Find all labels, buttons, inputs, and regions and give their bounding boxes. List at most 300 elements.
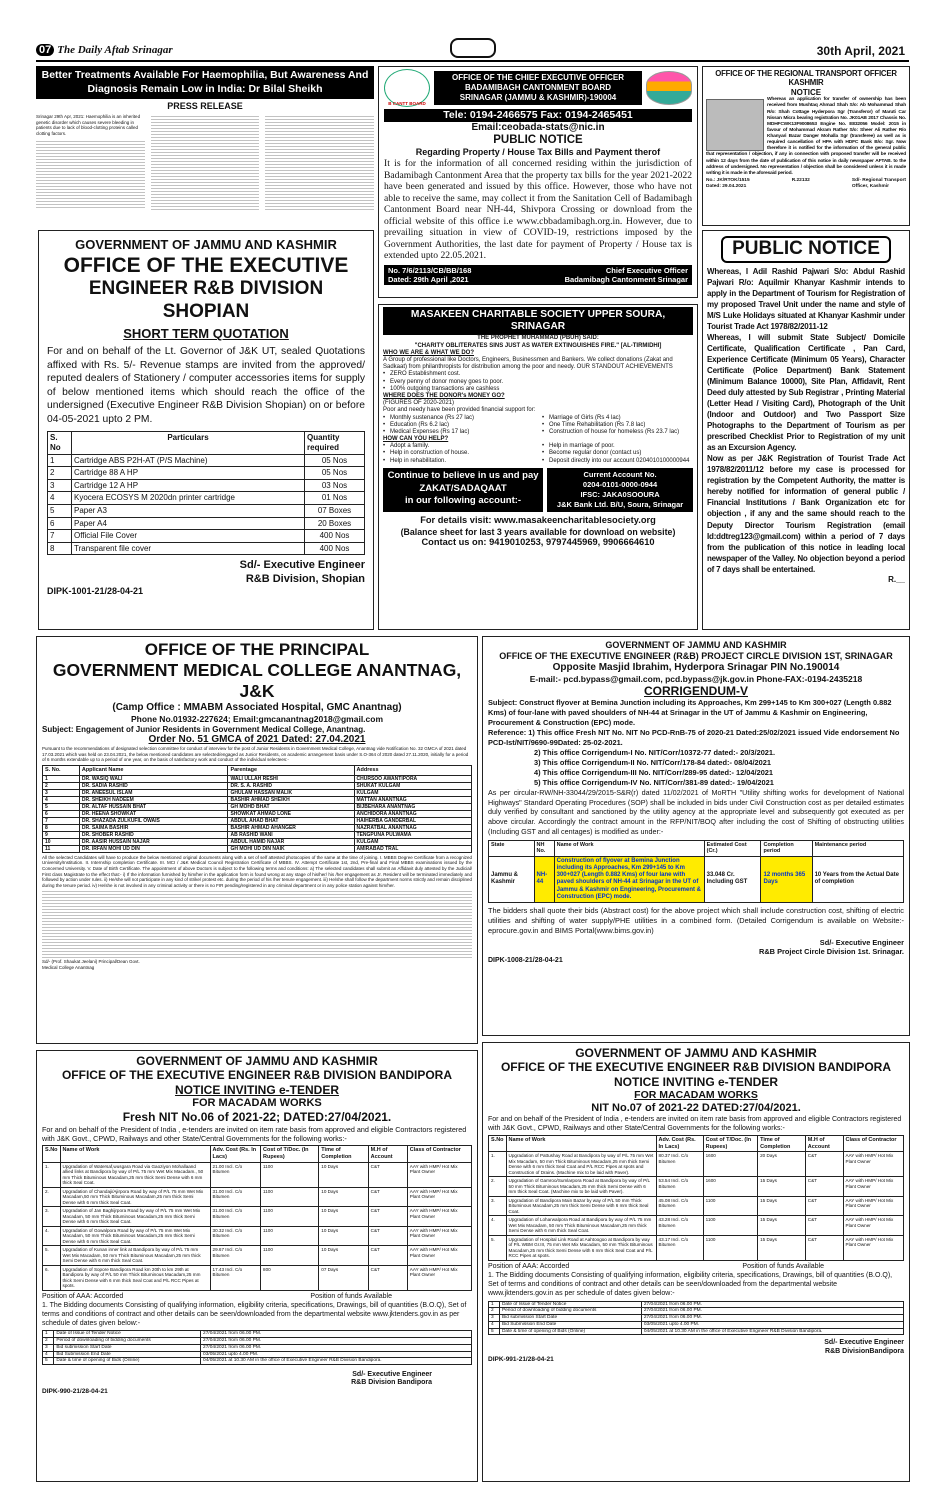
gmc-applicant-cell: TENGPUNA PULWAMA: [354, 831, 471, 838]
cantt-subject: Regarding Property / House Tax Bills and Payment therof: [415, 147, 661, 158]
masakeen-achievements: [383, 371, 693, 393]
gmc-applicant-cell: DR. HEENA SHOWKAT: [79, 810, 228, 817]
b2-work-cell: 43.17 Incl. C/o Bitumen: [656, 1235, 703, 1260]
b1-work-cell: 1.: [43, 1162, 61, 1187]
gmc-anantnag-order: [36, 636, 478, 1044]
sr-cell: NH-44: [534, 856, 554, 902]
b1-sched-cell: Date of Issue of Tender Notice: [54, 1331, 201, 1338]
cantt-sign1: Chief Executive Officer: [605, 265, 688, 275]
b1-col-header: S.No: [43, 1146, 61, 1162]
b1-work-cell: 10 Days: [319, 1246, 368, 1266]
shopian-item-cell: 2: [48, 467, 72, 480]
page-header: [0, 0, 945, 62]
gmc-applicant-row: [43, 831, 472, 838]
b1-work-row: [43, 1162, 472, 1187]
b2-work-cell: Upgradation of Gamroo/Sumlarpora Road at Bandipora by way of P/L 50 mm Thick Bituminous Macadam,25 mm thick Semi Dense with 6 mm thick Seal Coat. (Machine mix to be laid with Paver).: [506, 1177, 656, 1197]
b1-l5: Fresh NIT No.06 of 2021-22; DATED:27/04/2021.: [122, 1110, 392, 1125]
help-item: • Become regular donor (contact us): [542, 450, 693, 457]
gmc-applicant-row: [43, 789, 472, 796]
shopian-item-cell: 20 Boxes: [305, 517, 365, 530]
b2-work-cell: AAY with HMP/ Hot Mix Plant Owner: [843, 1177, 904, 1197]
sr-sign1: Sd/- Executive Engineer: [819, 937, 904, 947]
sr-l2: OFFICE OF THE EXECUTIVE ENGINEER (R&B) PROJECT CIRCLE DIVISION 1ST, SRINAGAR: [499, 650, 893, 661]
b1-bid: 1. The Bidding documents Consisting of qualifying information, eligibility criteria, specifications, Drawings, bill of quantities (B.O.Q), Set of terms and conditions of contract and other details can be seen/downloaded from the departmental website www.jktenders.gov.in as per schedule of dates given below:-: [42, 1302, 467, 1328]
b2-work-cell: 1100: [703, 1196, 758, 1216]
b1-work-cell: 31.00 Incl. C/o Bitumen: [210, 1207, 260, 1227]
b2-sched-cell: 27/04/2021 from 06.00 PM.: [641, 1308, 903, 1315]
gmc-applicant-cell: ABDUL HAMID NAJAR: [228, 838, 354, 845]
gmc-applicant-row: [43, 838, 472, 845]
pn-para1: Whereas, I Adil Rashid Pajwari S/o: Abdul Rashid Pajwari R/o: Aquilmir Khanyar Kashmir intends to apply in the Department of Tourism for Registration of my proposed Travel Unit under the name and style of M/S Luke Holidays situated at Khanyar Kashmir under Tourist Trade Act 1978/82/2011-12: [707, 266, 905, 331]
b2-sched-cell: 4: [489, 1321, 500, 1328]
shopian-item-cell: 7: [48, 530, 72, 543]
cantt-logo: [384, 69, 430, 107]
gmc-applicant-cell: AMIRABAD TRAL: [354, 845, 471, 852]
gmc-l4: Phone No.01932-227624; Email:gmcanantnag2018@gmail.com: [130, 714, 384, 725]
b2-work-cell: C&T: [805, 1196, 843, 1216]
cantt-logo-text: B CANTT BOARD: [388, 100, 426, 106]
b2-work-cell: AAY with HMP/ Hot Mix Plant Owner: [843, 1196, 904, 1216]
gmc-table: [42, 765, 472, 853]
masakeen-how: HOW CAN YOU HELP?: [383, 436, 449, 443]
b1-sched-cell: 1: [43, 1331, 54, 1338]
gmc-applicant-cell: MATTAN ANANTNAG: [354, 796, 471, 803]
shopian-item-cell: Paper A3: [72, 505, 305, 518]
masakeen-balance: (Balance sheet for last 3 years available for download on website): [400, 526, 676, 537]
cantt-office-block: [434, 71, 642, 105]
sr-l4: E-mail:- pcd.bypass@gmail.com, pcd.bypass@jk.gov.in Phone-FAX:-0194-2435218: [529, 673, 863, 684]
gmc-l2: GOVERNMENT MEDICAL COLLEGE ANANTNAG, J&K: [52, 660, 462, 702]
b2-l2: OFFICE OF THE EXECUTIVE ENGINEER R&B DIVISION BANDIPORA: [500, 1060, 892, 1075]
b2-sched-row: [489, 1321, 904, 1328]
b2-work-cell: AAY with HMP/ Hot Mix Plant Owner: [843, 1216, 904, 1236]
sr-cell: 12 months 365 Days: [761, 856, 812, 902]
b2-work-cell: 1600: [703, 1177, 758, 1197]
gmc-terms: All the selected Candidates will have to produce the below mentioned original documents along with a set of self attested photocopies of the same at the time of joining. I. MBBS Degree Certificate from a recognized University/Institution. II. Internship completion Certificate. III. MCI / J&K Medical Council Registration Certificate of MBBS. IV. Attempt Certificate 1st, 2nd, Pre-final and Final MBBS examinations issued by the Concerned University. V. Date of Birth Certificate. The appointment of above Doctors is subject to the following terms and conditions: a) The selected candidates shall submit an Affidavit duly attested by the Judicial/ First class Magistrate to the effect that:- i) If the information furnished by him/her in the application form is found wrong at any stage of his/her/ his /her engagement as Jr. Resident will be terminated immediately and followed by action under rules. ii) He/she will not participate in any kind of strike/ protest etc. during the period of his /her tenure engagement. iii) He/she shall follow the department norms strictly and remain disciplined during the tenure period. iv) He/she is not involved in any criminal activity or there is no FIR pending/registered in any criminal department or in any police station against him/her.: [42, 854, 472, 888]
masakeen-web: For details visit: www.masakeencharitablesociety.org: [420, 515, 656, 526]
sr-cell: 33.048 Cr. Including GST: [704, 856, 761, 902]
haemo-title: Better Treatments Available For Haemophilia, But Awareness And Diagnosis Remain Low in India: Dr Bilal Sheikh: [36, 66, 374, 99]
shopian-item-cell: 3: [48, 479, 72, 492]
b1-sched-cell: 27/04/2021 from 06.00 PM.: [201, 1338, 472, 1345]
b2-work-cell: Upgradation of Loharwalpora Road at Bandipora by way of P/L 75 mm Wet Mix Macadam, 50 mm Thick Bituminous Macadam,25 mm thick Semi Dense with 6 mm thick Seal Coat.: [506, 1216, 656, 1236]
rto-sign2: Officer, Kashmir: [851, 183, 889, 189]
shopian-item-row: [48, 454, 365, 467]
shopian-item-cell: 4: [48, 492, 72, 505]
b1-work-cell: 3.: [43, 1207, 61, 1227]
haemo-subtitle: PRESS RELEASE: [167, 101, 243, 112]
b2-work-row: [489, 1152, 904, 1177]
b2-work-row: [489, 1216, 904, 1236]
gmc-col-header: Applicant Name: [79, 766, 228, 776]
b1-sched-row: [43, 1338, 472, 1345]
b2-sched-cell: 2: [489, 1308, 500, 1315]
b2-work-cell: C&T: [805, 1235, 843, 1260]
b1-position: [42, 1293, 472, 1301]
help-item: • Deposit directly into our account 0204010100000944: [542, 458, 693, 465]
sr-dipk: DIPK-1008-21/28-04-21: [488, 956, 563, 964]
masakeen-support-list: [383, 415, 693, 437]
masakeen-continue: [383, 468, 543, 513]
gmc-applicant-cell: 6: [43, 810, 80, 817]
gmc-applicant-cell: NAZRATBAL ANANTNAG: [354, 824, 471, 831]
masakeen-poor: Poor and needy have been provided financial support for:: [383, 407, 536, 414]
shopian-dipk: DIPK-1001-21/28-04-21: [47, 585, 144, 596]
shopian-item-cell: 05 Nos: [305, 454, 365, 467]
shopian-item-row: [48, 467, 365, 480]
b2-work-cell: 15 Days: [758, 1216, 806, 1236]
gmc-applicant-cell: BASHIR AHMAD SHEIKH: [228, 796, 354, 803]
cantt-notice-title: PUBLIC NOTICE: [493, 133, 583, 146]
b1-aaa: Position of AAA: Accorded: [42, 1292, 124, 1300]
b1-work-cell: AAY with HMP/ Hot Mix Plant Owner: [407, 1207, 471, 1227]
cont-1: Continue to believe in us and pay: [387, 469, 539, 481]
issue-date: 30th April, 2021: [816, 44, 905, 58]
b1-work-cell: AAY with HMP/ Hot Mix Plant Owner: [407, 1226, 471, 1246]
gmc-applicant-row: [43, 803, 472, 810]
gmc-applicant-cell: BASHIR AHMAD AHANGER: [228, 824, 354, 831]
sr-col-header: Completion period: [761, 840, 812, 856]
gmc-l3: (Camp Office : MMABM Associated Hospital, GMC Anantnag): [112, 702, 402, 714]
b2-sched-cell: Bid Submission End Date: [499, 1321, 641, 1328]
b1-intro: For and on behalf of the President of India , e-tenders are invited on item rate basis from approved and eligible Contractors registered with J&K Govt., CPWD, Railways and other State/Central Governments for the following works:-: [42, 1124, 467, 1144]
sr-col-header: State: [489, 840, 535, 856]
gmc-l1: OFFICE OF THE PRINCIPAL: [144, 640, 370, 659]
gmc-applicant-row: [43, 817, 472, 824]
shopian-item-cell: 5: [48, 505, 72, 518]
shopian-item-cell: Cartridge 88 A HP: [72, 467, 305, 480]
b1-l4: FOR MACADAM WORKS: [192, 1097, 322, 1110]
b2-work-cell: C&T: [805, 1216, 843, 1236]
b1-sched-cell: 3: [43, 1344, 54, 1351]
b1-work-row: [43, 1226, 472, 1246]
gmc-applicant-cell: DR. AASIR HUSSAIN NAJAR: [79, 838, 228, 845]
b1-work-cell: C&T: [368, 1207, 407, 1227]
gmc-applicant-cell: DR. SHEIKH NADEEM: [79, 796, 228, 803]
b1-work-row: [43, 1207, 472, 1227]
b1-work-row: [43, 1246, 472, 1266]
rto-notice-label: NOTICE: [790, 87, 822, 97]
gmc-applicant-cell: DR. ANEESUL ISLAM: [79, 789, 228, 796]
masakeen-quote2: "CHARITY OBLITERATES SINS JUST AS WATER EXTINGUISHES FIRE." [AL-TIRMIDHI]: [414, 342, 662, 349]
b2-work-cell: 1100: [703, 1216, 758, 1236]
page-label: [36, 44, 173, 56]
b1-work-cell: AAY with HMP/ Hot Mix Plant Owner: [407, 1187, 471, 1207]
support-item: • Education (Rs 6.2 lac): [383, 422, 534, 429]
gmc-applicant-cell: DR. SAIMA BASHIR: [79, 824, 228, 831]
shopian-items-table: [47, 431, 365, 555]
gmc-applicant-cell: 11: [43, 845, 80, 852]
gmc-applicant-cell: 9: [43, 831, 80, 838]
cont-2: ZAKAT/SADAQAAT: [419, 482, 507, 494]
b1-l1: GOVERNMENT OF JAMMU AND KASHMIR: [136, 1054, 378, 1068]
shopian-quotation: [38, 230, 374, 630]
b2-col-header: Cost of T/Doc. (In Rupees): [703, 1136, 758, 1152]
bandipora-nit-06: [36, 1050, 478, 1482]
b1-work-cell: 2.: [43, 1187, 61, 1207]
sr-para: As per circular-RW/NH-33044/29/2015-S&R(r) dated 11/02/2021 of MoRTH "Utility shifting works for development of National Highways" Standard Operating Procedures (SOP) shall be included in bids under Civil Construction cost as per detailed estimates duly verified by consultant and sanctioned by the utility agency at the appropriate level and subsequently got executed as per above circular. Accordingly the contract amount in the RFP/NIT/BOQ after including the cost of Shifting of obstructing utilities (Including GST and all centages) is modified as under:-: [488, 788, 904, 836]
gmc-applicant-cell: 5: [43, 803, 80, 810]
support-item: • One Time Rehabilitation (Rs 7.8 lac): [542, 422, 693, 429]
b1-sign2: R&B Division Bandipora: [351, 1379, 432, 1387]
shopian-office: OFFICE OF THE EXECUTIVE: [63, 253, 349, 277]
gmc-terms-continued: [42, 889, 472, 959]
rto-dated: Dated: 29.04.2021: [706, 183, 747, 189]
public-notice-tourism: [702, 230, 910, 630]
sr-sign2: R&B Project Circle Division 1st. Srinagar.: [759, 946, 904, 956]
b1-sched-cell: Date & time of opening of Bids (Online): [54, 1358, 201, 1365]
gmc-applicant-row: [43, 845, 472, 852]
help-item: • Adopt a family.: [383, 443, 534, 450]
b1-work-cell: 10 Days: [319, 1187, 368, 1207]
b2-sched-cell: 27/04/2021 from 06.00 PM.: [641, 1315, 903, 1322]
shopian-sign-1: Sd/- Executive Engineer: [239, 559, 365, 572]
gmc-col-header: S. No.: [43, 766, 80, 776]
gmc-applicant-cell: HAIHERBA GANDERBAL: [354, 817, 471, 824]
masakeen-account: [547, 468, 693, 513]
cantt-no: No. 7/6/2113/CB/BB/168: [388, 265, 472, 275]
b2-funds: Position of funds Available: [742, 1262, 824, 1270]
sr-l1: GOVERNMENT OF JAMMU AND KASHMIR: [605, 640, 787, 650]
gmc-applicant-cell: ABDUL AHAD BHAT: [228, 817, 354, 824]
b1-work-cell: AAY with HMP/ Hot Mix Plant Owner: [407, 1246, 471, 1266]
gmc-applicant-cell: CHURSOO AWANTIPORA: [354, 775, 471, 782]
b2-col-header: Time of Completion: [758, 1136, 806, 1152]
gmc-applicant-cell: 1: [43, 775, 80, 782]
rto-photo: [706, 99, 764, 151]
gmc-applicant-cell: DR. SHOBER RASHID: [79, 831, 228, 838]
b1-sched-cell: 2: [43, 1338, 54, 1345]
rto-no: No.: JK/RTOK/1515: [706, 177, 750, 183]
b2-sched-cell: Date of Issue of Tender Notice: [499, 1301, 641, 1308]
b2-work-cell: 53.54 Incl. C/o Bitumen: [656, 1177, 703, 1197]
help-item: • Help in construction of house.: [383, 450, 534, 457]
b1-work-cell: Upgradation of Kunan inner link at Bandipora by way of P/L 75 mm Wet Mix Macadam, 50 mm Thick Bituminous Macadam,25 mm thick Semi Dense with 6 mm thick Seal Coat.: [60, 1246, 210, 1266]
b2-sign2: R&B DivisionBandipora: [825, 1347, 904, 1355]
cantt-head: [384, 69, 692, 107]
sr-reference: 4) This office Corrigendum-III No. NIT/Corr/289-95 dated:- 12/04/2021: [534, 768, 774, 778]
b1-sched-cell: 4: [43, 1351, 54, 1358]
b2-sched-cell: 27/04/2021 from 06.00 PM.: [641, 1301, 903, 1308]
gmc-applicant-cell: DR. ALTAF HUSSAIN BHAT: [79, 803, 228, 810]
masakeen-quote1: THE PROPHET MUHAMMAD (PBUH) SAID:: [477, 335, 599, 342]
masakeen-help-list: [383, 443, 693, 465]
b2-work-cell: 15 Days: [758, 1196, 806, 1216]
gmc-applicant-cell: DR. IRFAN MOHI UD DIN: [79, 845, 228, 852]
b1-sched-row: [43, 1331, 472, 1338]
shopian-item-cell: 6: [48, 517, 72, 530]
rto-title: OFFICE OF THE REGIONAL TRANSPORT OFFICER KASHMIR: [715, 69, 897, 88]
gmc-applicant-row: [43, 782, 472, 789]
acc-2: 0204-0101-0000-0944: [582, 479, 658, 489]
rto-body: Whereas an application for transfer of ownership has been received from Mushtaq Ahmad Shah S/o: Ab Mohammad Shah R/o: Shah Cottage Hyderpora Sgr (Transferor) of Maruti Car Nissan Micra bearing registration No. JK01AB 2017 Chassis No. MDHFCWK13F9008653 Engine No. E832056 Model: 2015 in favour of Mohammad Akram Rather S/o: Sheer Ali Rather R/o Khanyari Bazar Danger Mohalla Sgr (transferee) as well as is required cancellation of HPA with HDFC Bank B/o: Sgr. Now therefore it is notified for the information of the general public that representation / objection, if any in connection with proposed transfer will be received within 12 days from the date of publication of this notice in daily newspaper AFTAB. to the address of undersigned. No representation / objection shall be considered unless it is made writing it is made in the aforesaid period.: [706, 97, 906, 176]
b1-work-cell: 800: [261, 1265, 319, 1290]
gmc-applicant-cell: 8: [43, 824, 80, 831]
b1-work-cell: C&T: [368, 1187, 407, 1207]
b1-l3: NOTICE INVITING e-TENDER: [174, 1082, 339, 1097]
cantonment-notice: [378, 66, 698, 298]
b2-work-row: [489, 1196, 904, 1216]
help-item: • Help in rehabilitation.: [383, 458, 534, 465]
b1-work-cell: 31.00 Incl. C/o Bitumen: [210, 1187, 260, 1207]
b2-l4: FOR MACADAM WORKS: [634, 1089, 758, 1102]
b1-sched-row: [43, 1358, 472, 1365]
gmc-applicant-cell: BIJBEHARA ANANTNAG: [354, 803, 471, 810]
gmc-col-header: Parentage: [228, 766, 354, 776]
support-item: • Marriage of Girls (Rs 4 lac): [542, 415, 693, 422]
masakeen-who: WHO WE ARE & WHAT WE DO?: [383, 349, 474, 356]
gmc-applicant-cell: SHOWKAT AHMAD LONE: [228, 810, 354, 817]
b1-work-cell: 6.: [43, 1265, 61, 1290]
sr-cell: Jammu & Kashmir: [489, 856, 535, 902]
b1-works-table: [42, 1145, 472, 1290]
sr-col-header: Maintenance period: [812, 840, 903, 856]
shopian-item-cell: 03 Nos: [305, 479, 365, 492]
b2-sched-cell: 1: [489, 1301, 500, 1308]
b2-sign1: Sd/- Executive Engineer: [824, 1339, 904, 1347]
b1-work-cell: 1100: [261, 1226, 319, 1246]
masakeen-where: WHERE DOES THE DONOR's MONEY GO?: [383, 392, 505, 399]
sr-cell: 10 Years from the Actual Date of completion: [812, 856, 903, 902]
shopian-item-cell: Transparent file cover: [72, 542, 305, 555]
support-item: • Monthly sustenance (Rs 27 lac): [383, 415, 534, 422]
b1-work-cell: 1100: [261, 1207, 319, 1227]
b1-work-cell: Upgradation of Watersaf,wusgara Road via Gaoziyon Mohallaand allied links at Bandipora by way of P/L 75 mm Wet Mix Macadam., 50 mm Thick Bituminous Macadam,25 mm thick Semi Dense with 6 mm thick Seal Coat.: [60, 1162, 210, 1187]
b2-sched-cell: 5: [489, 1328, 500, 1335]
gmc-col-header: Address: [354, 766, 471, 776]
pn-body: [707, 266, 905, 575]
b2-position: [488, 1263, 904, 1271]
b2-intro: For and on behalf of the President of India , e-tenders are invited on item rate basis from approved and eligible Contractors registered with J&K Govt., CPWD, Railways and other State/Central Governments for the following works:-: [488, 1115, 902, 1133]
shopian-division: ENGINEER R&B DIVISION SHOPIAN: [88, 277, 324, 322]
gmc-applicant-cell: WALI ULLAH RESHI: [228, 775, 354, 782]
b1-sched-cell: 27/04/2021 from 06.00 PM.: [201, 1344, 472, 1351]
b1-work-cell: C&T: [368, 1226, 407, 1246]
support-item: • Medical Expenses (Rs 17 lac): [383, 429, 534, 436]
gmc-applicant-row: [43, 775, 472, 782]
b1-work-row: [43, 1187, 472, 1207]
b2-sched-cell: 04/05/2021 at 10.30 AM in the office of Executive Engineer R&B Division Bandipora.: [641, 1328, 903, 1335]
b2-sched-cell: Bid submission Start Date: [499, 1315, 641, 1322]
shopian-item-cell: Kyocera ECOSYS M 2020dn printer cartridge: [72, 492, 305, 505]
b2-work-cell: 20 Days: [758, 1152, 806, 1177]
cantt-l3: SRINAGAR (JAMMU & KASHMIR)-190004: [459, 93, 617, 102]
b2-work-cell: Upgradation of Hospital Link Road at Aahtoogoo at Bandipora by way of P/L WBM Gr.III, 75 mm Wet Mix Macadam, 50 mm Thick Bituminous Macadam,25 mm thick Semi Dense with 6 mm thick Seal Coat and P/L RCC Pipes at spots.: [506, 1235, 656, 1260]
sr-reference: 3) This office Corrigendum-II No. NIT/Corr/178-84 dated:- 08/04/2021: [534, 758, 771, 768]
b2-l1: GOVERNMENT OF JAMMU AND KASHMIR: [575, 1046, 817, 1060]
support-item: • Construction of house for homeless (Rs 23.7 lac): [542, 429, 693, 436]
shopian-item-cell: 07 Boxes: [305, 505, 365, 518]
b1-col-header: Cost of T/Doc. (In Rupees): [261, 1146, 319, 1162]
help-item: • Help in marriage of poor.: [542, 443, 693, 450]
b2-l3: NOTICE INVITING e-TENDER: [613, 1074, 778, 1089]
shopian-item-cell: 400 Nos: [305, 530, 365, 543]
b2-work-cell: 4.: [489, 1216, 507, 1236]
haemophilia-article: [36, 66, 374, 226]
b2-work-cell: 80.37 Incl. C/o Bitumen: [656, 1152, 703, 1177]
b2-sched-cell: Period of downloading of bidding documents: [499, 1308, 641, 1315]
gmc-applicant-cell: GHULAM HASSAN MALIK: [228, 789, 354, 796]
b2-work-cell: C&T: [805, 1152, 843, 1177]
masakeen-ad: [378, 304, 698, 630]
sr-reference: 2) This office Corrigendum-I No. NIT/Corr/10372-77 dated:- 20/3/2021.: [534, 748, 776, 758]
shopian-item-cell: Cartridge 12 A HP: [72, 479, 305, 492]
shopian-item-cell: 8: [48, 542, 72, 555]
sr-reference: 5) This office Corrigendum-IV No. NIT/Corr/381-89 dated:- 19/04/2021: [534, 778, 774, 788]
b1-work-cell: 10 Days: [319, 1162, 368, 1187]
b2-sched-row: [489, 1328, 904, 1335]
page-number: 07: [36, 44, 54, 56]
achievement-item: • 100% outgoing transactions are cashless: [383, 386, 693, 393]
b2-aaa: Position of AAA: Accorded: [488, 1262, 570, 1270]
acc-4: J&K Bank Ltd. B/U, Soura, Srinagar: [556, 500, 684, 510]
b1-work-cell: 17.43 Incl. C/o Bitumen: [210, 1265, 260, 1290]
pn-sign: R.__: [888, 574, 905, 584]
b1-work-cell: AAY with HMP/ Hot Mix Plant Owner: [407, 1162, 471, 1187]
shopian-heading: SHORT TERM QUOTATION: [123, 326, 289, 342]
achievement-item: • ZERO Establishment cost.: [383, 371, 693, 378]
gmc-applicant-cell: DR. S. A. RASHID: [228, 782, 354, 789]
col-sno: S. No: [48, 432, 72, 454]
b1-work-cell: 10 Days: [319, 1207, 368, 1227]
gmc-applicant-cell: GH MOHI UD DIN NAIK: [228, 845, 354, 852]
gmc-order: Order No. 51 GMCA of 2021 Dated: 27.04.2021: [148, 734, 366, 746]
shopian-item-row: [48, 479, 365, 492]
b2-work-cell: AAY with HMP/ Hot Mix Plant Owner: [843, 1152, 904, 1177]
masthead-logo: [450, 38, 496, 58]
b1-sched-cell: Period of downloading of bidding documents: [54, 1338, 201, 1345]
b2-work-cell: 5.: [489, 1235, 507, 1260]
b2-work-cell: 45.08 Incl. C/o Bitumen: [656, 1196, 703, 1216]
cantt-dated: Dated: 29th April ,2021: [388, 274, 469, 284]
cantt-l1: OFFICE OF THE CHIEF EXECUTIVE OFFICER: [451, 73, 624, 82]
b2-col-header: Adv. Cost (Rs. In Lacs): [656, 1136, 703, 1152]
gmc-applicant-cell: KULGAM: [354, 838, 471, 845]
haemo-text-col2: [151, 114, 260, 210]
b1-l2: OFFICE OF THE EXECUTIVE ENGINEER R&B DIVISION BANDIPORA: [61, 1068, 453, 1083]
haemo-text-col1: [36, 139, 145, 209]
b2-sched-row: [489, 1315, 904, 1322]
b1-work-cell: 5.: [43, 1246, 61, 1266]
srinagar-corrigendum: [482, 636, 910, 1036]
b2-col-header: Name of Work: [506, 1136, 656, 1152]
b2-col-header: Class of Contractor: [843, 1136, 904, 1152]
b2-work-cell: 43.28 Incl. C/o Bitumen: [656, 1216, 703, 1236]
b1-sched-row: [43, 1344, 472, 1351]
b2-work-cell: C&T: [805, 1177, 843, 1197]
b2-sched-row: [489, 1308, 904, 1315]
sr-col-header: Estimated Cost (Cr.): [704, 840, 761, 856]
b1-col-header: Time of Completion: [319, 1146, 368, 1162]
b1-funds: Position of funds Available: [310, 1292, 392, 1300]
b1-dipk: DIPK-990-21/28-04-21: [42, 1387, 108, 1395]
b1-work-cell: C&T: [368, 1265, 407, 1290]
haemo-lead: Srinagar 29th Apr, 2021: Haemophilia is an inherited genetic disorder which causes severe bleeding in patients due to lack of blood-clotting proteins called clotting factors.: [36, 114, 141, 136]
b1-col-header: Class of Contractor: [407, 1146, 471, 1162]
b2-work-cell: AAY with HMP/ Hot Mix Plant Owner: [843, 1235, 904, 1260]
paper-name: The Daily Aftab Srinagar: [57, 44, 173, 56]
shopian-item-cell: Paper A4: [72, 517, 305, 530]
b1-sched-cell: 5: [43, 1358, 54, 1365]
sr-col-header: NH No.: [534, 840, 554, 856]
b1-work-cell: C&T: [368, 1246, 407, 1266]
b1-work-cell: C&T: [368, 1162, 407, 1187]
b1-work-cell: Upgradation of Sopore Bandipora Road km 20th to km 29th at Bandipora by way of P/L 50 mm Thick Bituminous Macadam,25 mm thick Semi Dense with 6 mm thick Seal Coat and P/L RCC Pipes at spots.: [60, 1265, 210, 1290]
b1-work-cell: Upgradation of Gowalpora Road by way of P/L 75 mm Wet Mix Macadam, 50 mm Thick Bituminous Macadam,25 mm thick Semi Dense with 6 mm thick Seal Coat.: [60, 1226, 210, 1246]
b1-sched-row: [43, 1351, 472, 1358]
b2-work-cell: 2.: [489, 1177, 507, 1197]
sr-l3: Opposite Masjid Ibrahim, Hyderpora Srinagar PIN No.190014: [552, 661, 840, 673]
